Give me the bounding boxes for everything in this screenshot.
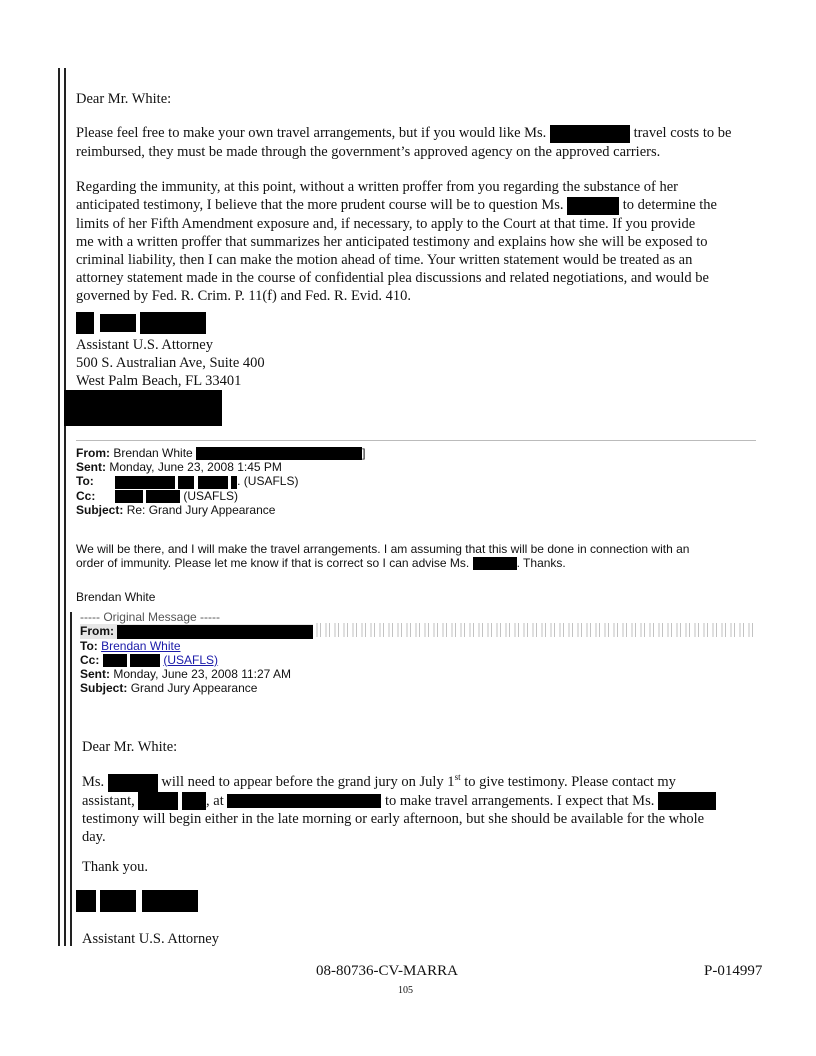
b1-a: Ms.: [82, 773, 105, 790]
redaction: [138, 792, 178, 810]
from-label-2: From:: [80, 624, 114, 638]
p1-line1a: Please feel free to make your own travel arrangements, but if you would like Ms.: [76, 125, 547, 141]
reply-line2b: . Thanks.: [516, 556, 566, 570]
page-number: 105: [398, 985, 413, 996]
reply-line1: We will be there, and I will make the travel arrangements. I am assuming that this will be done in connection with an: [76, 542, 690, 556]
redaction: [198, 476, 228, 489]
p1-line2: reimbursed, they must be made through the government’s approved agency on the approved carriers.: [76, 143, 661, 160]
to-label-2: To:: [80, 638, 98, 653]
redaction: [196, 447, 362, 460]
paragraph-immunity: [76, 178, 756, 305]
sig-title-2: Assistant U.S. Attorney: [82, 931, 219, 947]
subject-value: Re: Grand Jury Appearance: [126, 502, 276, 517]
redaction: [130, 654, 160, 667]
salutation-2: Dear Mr. White:: [82, 739, 178, 755]
b2-c: to make travel arrangements. I expect that Ms.: [384, 792, 655, 809]
cc-link[interactable]: (USAFLS): [163, 652, 219, 667]
subject-label-2: Subject:: [80, 681, 128, 696]
cc-suffix: (USAFLS): [183, 488, 239, 503]
reply-signature: Brendan White: [76, 590, 156, 604]
reply-body: [76, 542, 776, 570]
salutation-1: Dear Mr. White:: [76, 91, 172, 107]
b1-sup: st: [454, 772, 461, 782]
redaction: [658, 792, 716, 810]
from-label: From:: [76, 446, 110, 460]
from-bracket: ]: [362, 446, 366, 460]
b2-a: assistant,: [82, 792, 135, 809]
p2-line2b: to determine the: [622, 197, 717, 213]
redaction: [550, 125, 630, 143]
thank-you: Thank you.: [82, 859, 149, 875]
sent-label: Sent:: [76, 460, 106, 475]
p2-line4: me with a written proffer that summarizes her anticipated testimony and explains how she will be exposed to: [76, 233, 708, 250]
email-header-2: [80, 624, 760, 695]
paragraph-travel: [76, 124, 756, 161]
redaction: [115, 476, 175, 489]
b1-c: to give testimony. Please contact my: [464, 773, 676, 790]
original-message-label: ----- Original Message -----: [80, 610, 221, 624]
b3: testimony will begin either in the late morning or early afternoon, but she should be available for the whole: [82, 811, 705, 828]
subject-label: Subject:: [76, 502, 124, 517]
p2-line7: governed by Fed. R. Crim. P. 11(f) and Fed. R. Evid. 410.: [76, 287, 411, 304]
sig-addr-line2: West Palm Beach, FL 33401: [76, 373, 242, 389]
cc-label: Cc:: [76, 488, 96, 503]
cc-label-2: Cc:: [80, 652, 100, 667]
redaction: [227, 794, 381, 808]
sig-title-1: Assistant U.S. Attorney: [76, 337, 213, 353]
bates-number: P-014997: [704, 963, 763, 979]
redaction: [117, 625, 313, 639]
p2-line6: attorney statement made in the course of confidential plea discussions and related negotiations, and would be: [76, 269, 709, 286]
from-value: Brendan White: [113, 446, 193, 460]
redaction: [567, 197, 619, 215]
sent-label-2: Sent:: [80, 667, 110, 682]
to-label: To:: [76, 474, 94, 489]
b1-b: will need to appear before the grand jury on July 1: [161, 773, 455, 790]
p2-line1: Regarding the immunity, at this point, without a written proffer from you regarding the substance of her: [76, 179, 679, 195]
redaction: [182, 792, 206, 810]
quote-bar-inner: [64, 68, 66, 946]
p2-line5: criminal liability, then I can make the motion ahead of time. Your written statement would be treated as an: [76, 251, 693, 268]
to-link[interactable]: Brendan White: [101, 638, 181, 653]
reply-line2a: order of immunity. Please let me know if that is correct so I can advise Ms.: [76, 556, 470, 570]
redaction: [473, 557, 517, 570]
to-suffix: . (USAFLS): [237, 474, 299, 489]
redaction: [115, 490, 143, 503]
paragraph-appearance: [82, 768, 754, 846]
case-number: 08-80736-CV-MARRA: [316, 963, 458, 979]
redaction: [178, 476, 194, 489]
signature-redaction-2: [76, 890, 198, 912]
subject-value-2: Grand Jury Appearance: [130, 681, 258, 696]
signature-redaction-1: [76, 312, 206, 334]
quote-bar-outer: [58, 68, 60, 946]
p2-line2a: anticipated testimony, I believe that the more prudent course will be to question Ms.: [76, 197, 564, 213]
signature-block-1: [76, 336, 756, 390]
b4: day.: [82, 829, 106, 846]
redaction: [108, 774, 158, 792]
b2-b: , at: [206, 792, 224, 809]
p2-line3: limits of her Fifth Amendment exposure and, if necessary, to apply to the Court at that time. If you provide: [76, 215, 696, 232]
sent-value-2: Monday, June 23, 2008 11:27 AM: [113, 667, 292, 682]
quote-bar-nested: [70, 612, 72, 946]
redaction: [103, 654, 127, 667]
email-header-1: [76, 446, 756, 517]
sent-value: Monday, June 23, 2008 1:45 PM: [109, 460, 282, 475]
sig-addr-line1: 500 S. Australian Ave, Suite 400: [76, 355, 265, 371]
redaction: [64, 390, 222, 426]
redaction: [146, 490, 180, 503]
p1-line1b: travel costs to be: [633, 125, 732, 141]
divider: [76, 440, 756, 441]
